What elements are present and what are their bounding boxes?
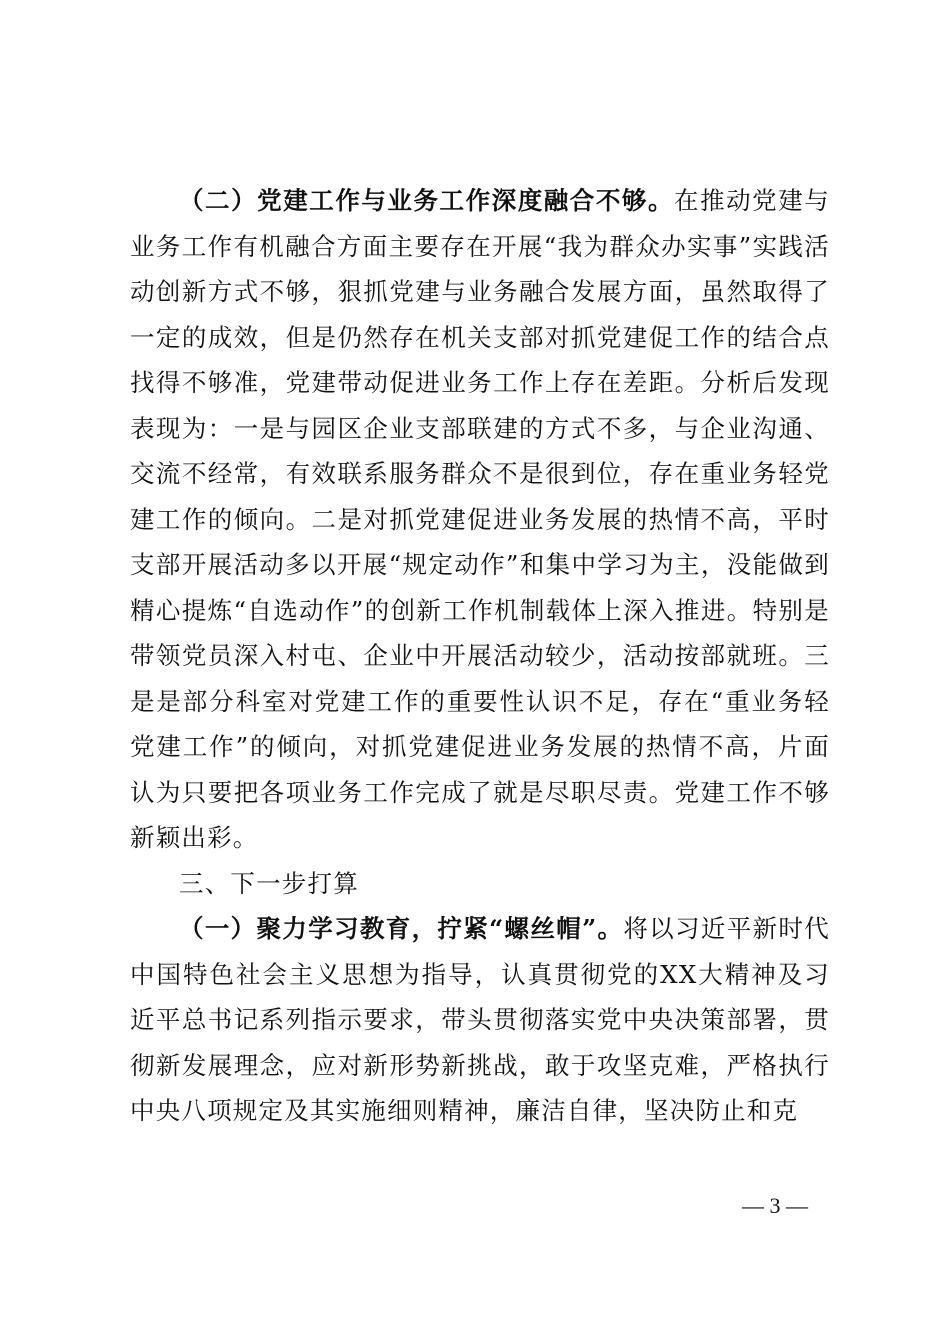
page-number: — 3 — — [742, 1193, 808, 1218]
section-paragraph-study-education — [130, 906, 830, 1134]
paragraph-lead-heading: （一）聚力学习教育，拧紧“螺丝帽”。 — [179, 914, 624, 943]
section-paragraph-party-building-integration — [130, 178, 830, 861]
paragraph-body-text: 将以习近平新时代中国特色社会主义思想为指导，认真贯彻党的XX大精神及习近平总书记系列指示要求，带头贯彻落实党中央决策部署，贯彻新发展理念，应对新形势新挑战，敢于攻坚克难，严格执行中央八项规定及其实施细则精神，廉洁自律，坚决防止和克 — [130, 914, 830, 1125]
document-page — [130, 178, 830, 1134]
paragraph-body-text: 在推动党建与业务工作有机融合方面主要存在开展“我为群众办实事”实践活动创新方式不够，狠抓党建与业务融合发展方面，虽然取得了一定的成效，但是仍然存在机关支部对抓党建促工作的结合点找得不够准，党建带动促进业务工作上存在差距。分析后发现表现为：一是与园区企业支部联建的方式不多，与企业沟通、交流不经常，有效联系服务群众不是很到位，存在重业务轻党建工作的倾向。二是对抓党建促进业务发展的热情不高，平时支部开展活动多以开展“规定动作”和集中学习为主，没能做到精心提炼“自选动作”的创新工作机制载体上深入推进。特别是带领党员深入村屯、企业中开展活动较少，活动按部就班。三是是部分科室对党建工作的重要性认识不足，存在“重业务轻党建工作”的倾向，对抓党建促进业务发展的热情不高，片面认为只要把各项业务工作完成了就是尽职尽责。党建工作不够新颖出彩。 — [130, 186, 830, 852]
paragraph-lead-heading: （二）党建工作与业务工作深度融合不够。 — [179, 186, 675, 215]
section-heading-next-steps: 三、下一步打算 — [179, 868, 359, 898]
